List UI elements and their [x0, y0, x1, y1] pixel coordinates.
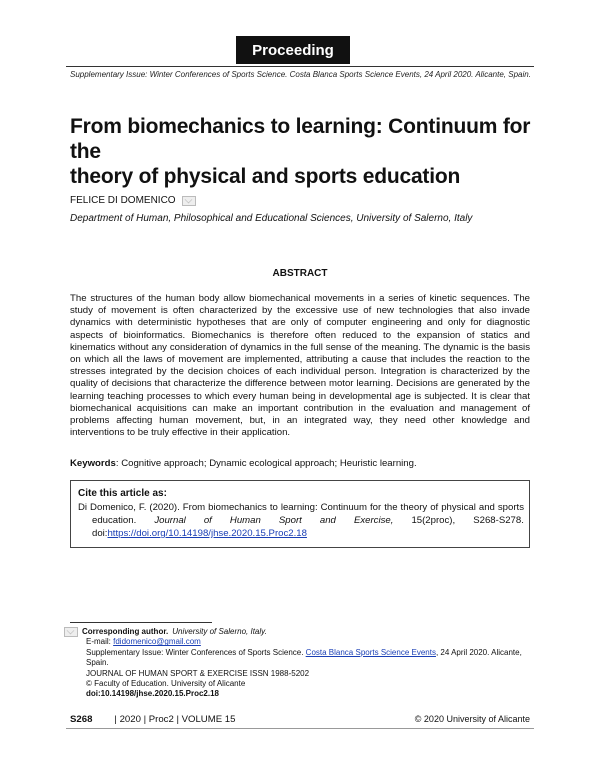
supp-suffix: , 24 April 2020. Alicante,: [435, 647, 522, 657]
author-name: FELICE DI DOMENICO: [70, 195, 176, 206]
citation-line-1: Di Domenico, F. (2020). From biomechanics to learning: Continuum for the theory of physical and sports: [78, 502, 524, 513]
citation-word: 15(2proc),: [411, 515, 456, 526]
citation-word: Exercise,: [353, 515, 394, 526]
footnote-rule: [70, 622, 212, 623]
citation-word: education.: [92, 515, 137, 526]
keywords-label: Keywords: [70, 458, 116, 469]
issue-info: | 2020 | Proc2 | VOLUME 15: [114, 714, 236, 725]
corresponding-value: University of Salerno, Italy.: [172, 627, 267, 636]
abstract-text: The structures of the human body allow biomechanical movements in a series of kinetic sequences. The study of movement is often characterized by the excessive use of new technologies that also invade dynamics with deterministic hypotheses that are only of computer engineering and only for diagnostic aspects of bioinformatics. Biomechanics is therefore often reduced to the expansion of statics and kinematics without any consideration of dynamics in the full sense of the meaning. The dynamic is the basis on which all the laws of movement are implemented, attributing a cause that includes the reaction to the stresses integrated by the decision choices of each individual person. Integration is characterized by the quality of decisions that characterize the difference between motor learning. Decisions are generated by the learning teaching processes to which every human being in developmental age is subjected. It is clear that biomechanical acquisitions can make an important contribution in the evaluation and management of problems affecting human movement, but, in an integrated way, they need other knowledge and interventions to be truly effective in their application.: [70, 293, 530, 439]
citation-word: Journal: [154, 515, 186, 526]
author-line: [70, 195, 196, 206]
header-rule: [66, 66, 534, 67]
doi-link[interactable]: https://doi.org/10.14198/jhse.2020.15.Proc2.18: [107, 528, 307, 539]
supplementary-row: [64, 648, 534, 658]
footer-rights: © 2020 University of Alicante: [414, 714, 530, 724]
author-affiliation: Department of Human, Philosophical and Educational Sciences, University of Salerno, Italy: [70, 213, 473, 224]
email-link[interactable]: fdidomenico@gmail.com: [113, 637, 201, 647]
supplementary-issue-line: Supplementary Issue: Winter Conferences of Sports Science. Costa Blanca Sports Science Events, 24 April 2020. Alicante, Spain.: [70, 70, 531, 79]
footnote-doi-text: doi:10.14198/jhse.2020.15.Proc2.18: [86, 689, 219, 699]
supplementary-row-2: Spain.: [86, 658, 109, 668]
citation-word: Human: [229, 515, 261, 526]
page-number: S268: [70, 714, 93, 725]
corresponding-label: Corresponding author.: [82, 627, 169, 636]
journal-issn: JOURNAL OF HUMAN SPORT & EXERCISE ISSN 1988-5202: [86, 668, 310, 678]
footer-rule: [66, 728, 534, 729]
keywords: [70, 458, 530, 469]
citation-word: of: [203, 515, 212, 526]
supp-prefix: Supplementary Issue: Winter Conferences of Sports Science.: [86, 647, 306, 657]
email-row: [64, 637, 534, 647]
citation-heading: Cite this article as:: [78, 488, 167, 499]
footer-left: [70, 714, 235, 725]
abstract-heading: ABSTRACT: [272, 268, 328, 279]
keywords-list: : Cognitive approach; Dynamic ecological approach; Heuristic learning.: [115, 458, 417, 469]
article-title: [70, 114, 540, 189]
title-line-2: theory of physical and sports education: [70, 165, 461, 188]
copyright-line: © Faculty of Education. University of Alicante: [86, 679, 246, 689]
envelope-icon: [64, 627, 78, 637]
citation-word: and: [319, 515, 336, 526]
citation-word: Sport: [278, 515, 302, 526]
citation-word: S268-S278.: [473, 515, 524, 526]
footnote-doi: [64, 689, 534, 699]
corresponding-author-row: [64, 627, 534, 637]
envelope-icon[interactable]: [182, 196, 196, 206]
citation-line-3: [92, 528, 524, 539]
footnote: [64, 627, 534, 700]
doi-prefix: doi:: [92, 528, 108, 539]
email-label: E-mail:: [86, 637, 114, 647]
supp-link[interactable]: Costa Blanca Sports Science Events: [305, 647, 436, 657]
title-line-1: From biomechanics to learning: Continuum for the: [70, 115, 531, 163]
proceeding-badge: Proceeding: [236, 36, 350, 64]
citation-line-2: [92, 515, 524, 526]
